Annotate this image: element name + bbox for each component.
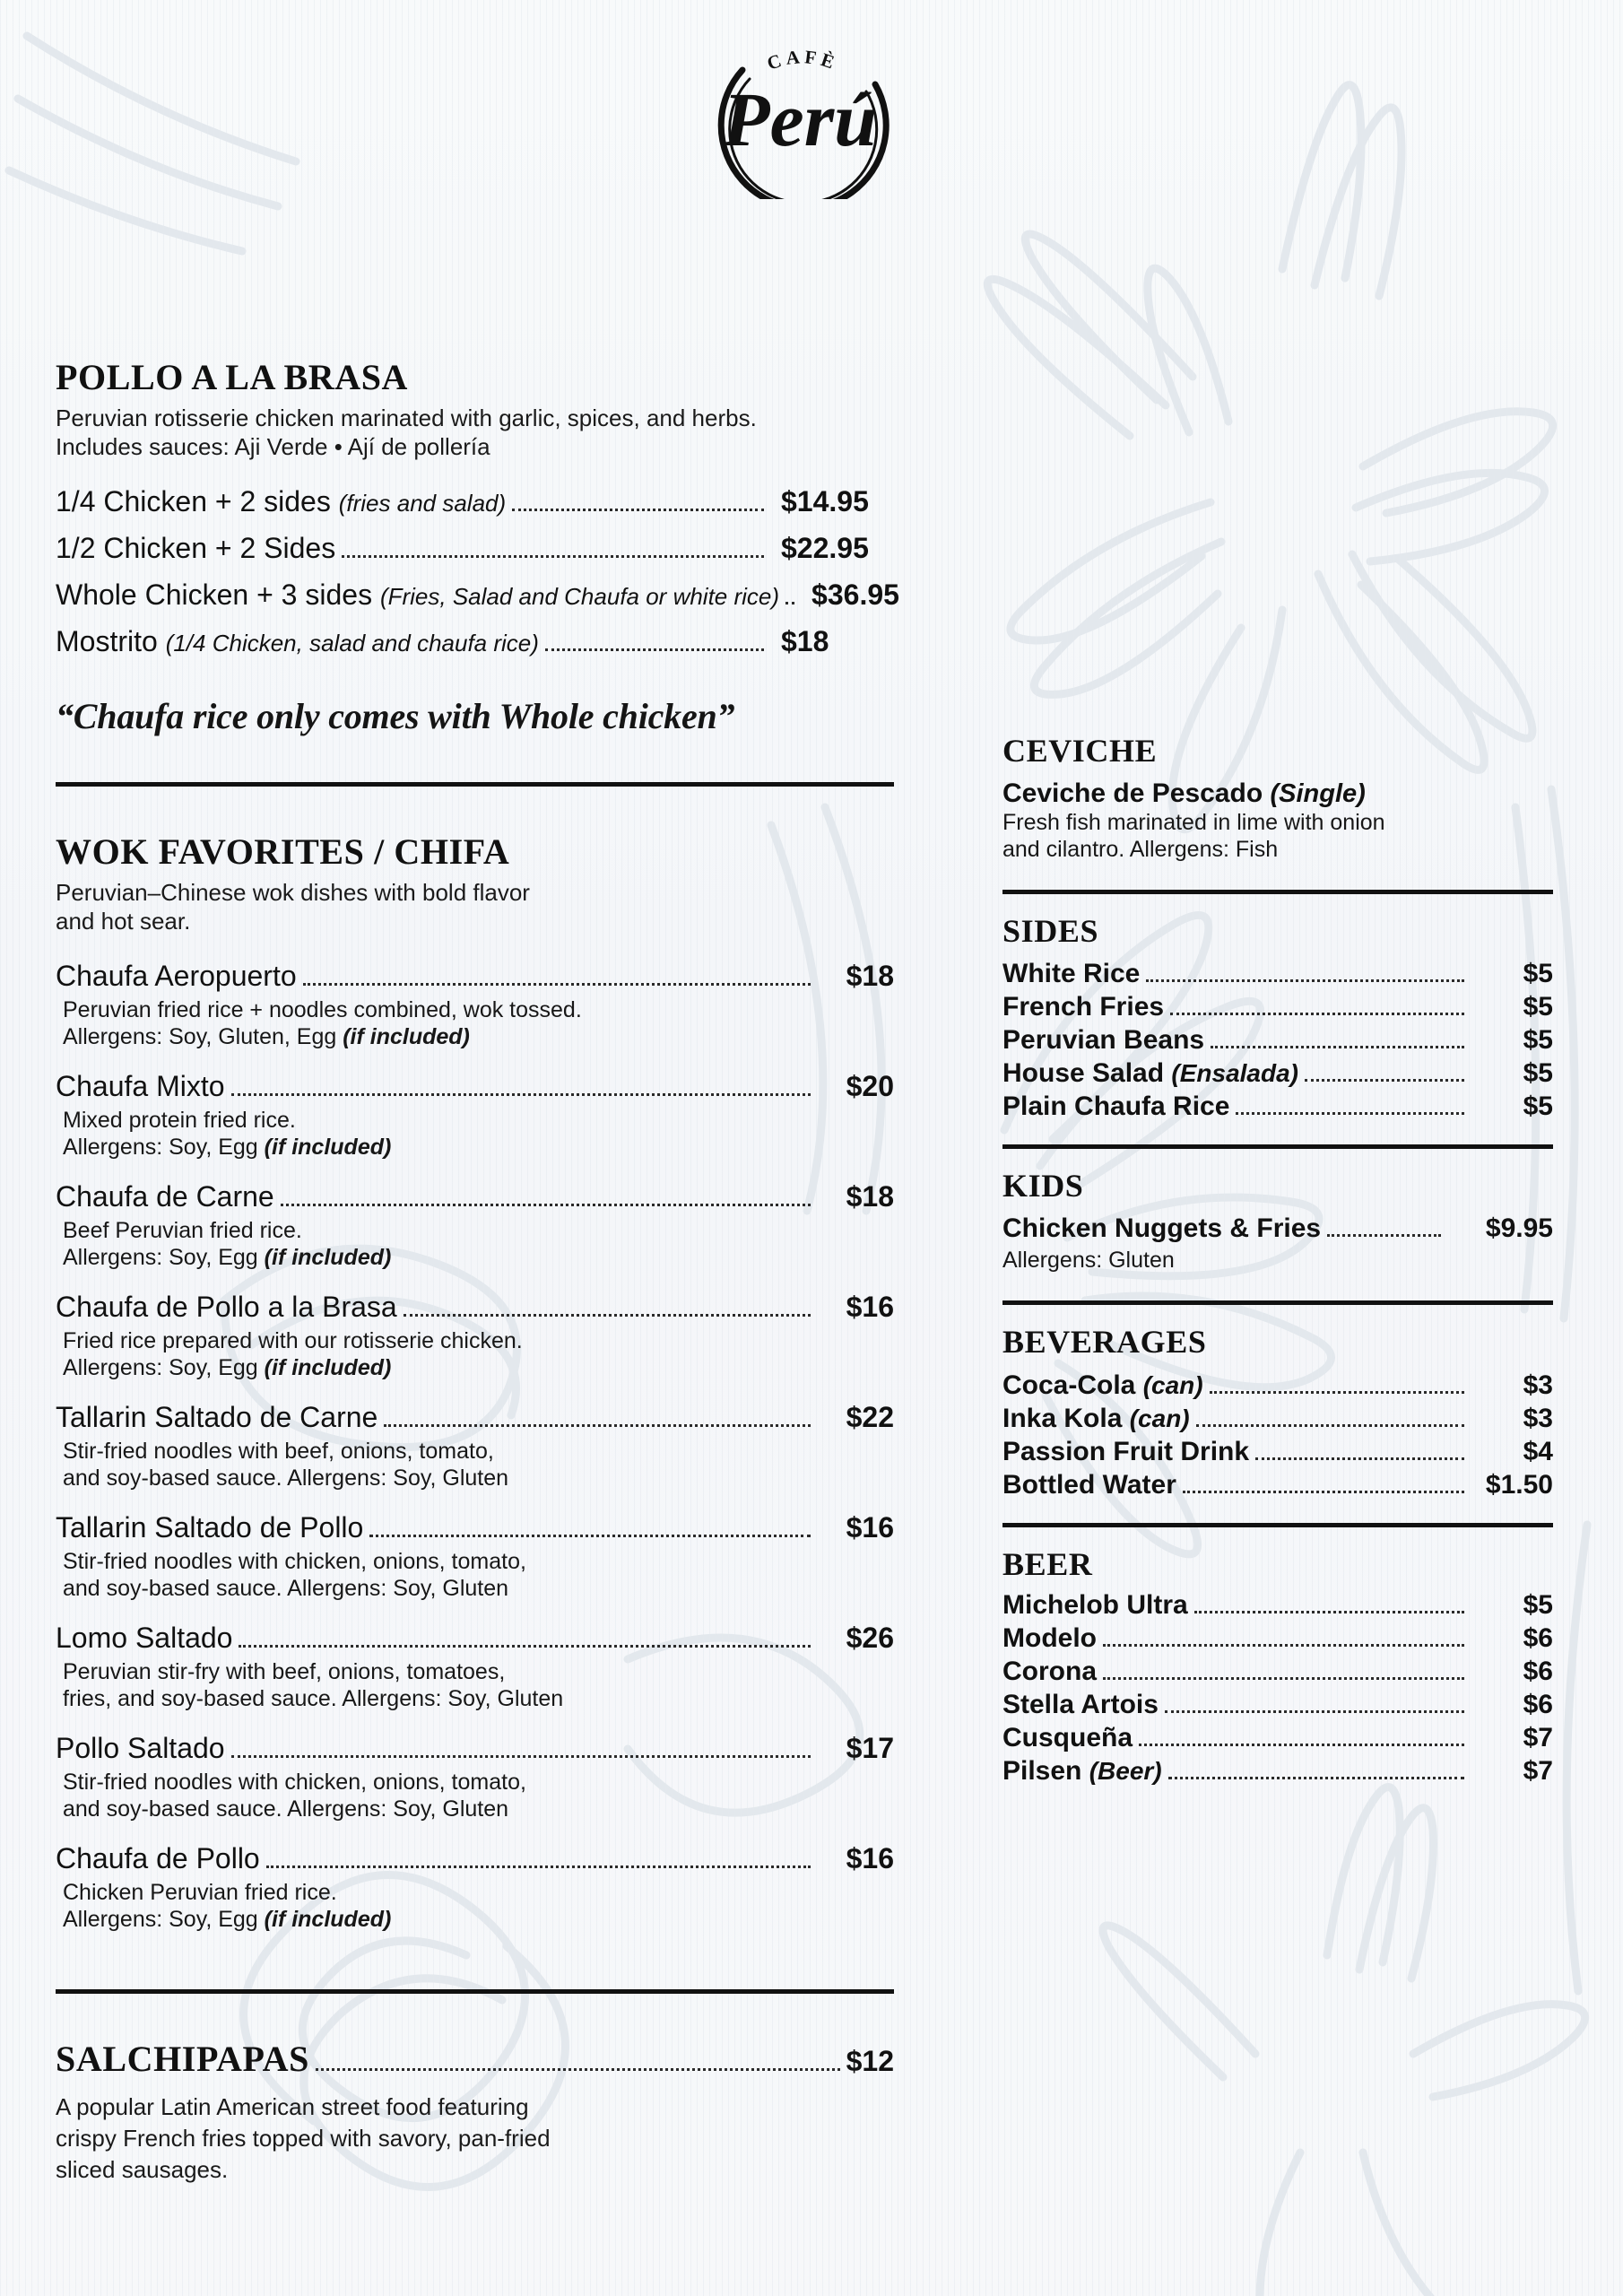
menu-item-name: White Rice [1002, 959, 1141, 989]
section-sides [1002, 914, 1553, 1123]
leader-dots [369, 1535, 811, 1537]
ceviche-item-description: Fresh fish marinated in lime with onion and cilantro. Allergens: Fish [1002, 810, 1385, 863]
menu-item-name: Passion Fruit Drink [1002, 1436, 1250, 1466]
leader-dots [1305, 1079, 1464, 1082]
leader-dots [1210, 1391, 1464, 1394]
menu-item-name: Modelo [1002, 1622, 1097, 1653]
menu-item-name: Bottled Water [1002, 1469, 1176, 1500]
menu-item-row[interactable] [1002, 1623, 1553, 1655]
menu-item-name: Michelob Ultra [1002, 1589, 1188, 1620]
pollo-item-list [56, 484, 899, 660]
menu-item-price: $6 [1523, 1689, 1553, 1719]
leader-dots [316, 2068, 840, 2071]
menu-item-name: Inka Kola (can) [1002, 1403, 1190, 1433]
menu-item-description: Beef Peruvian fried rice. Allergens: Soy, Egg (if included) [63, 1217, 392, 1270]
leader-dots [545, 648, 764, 651]
section-beverages [1002, 1325, 1553, 1500]
menu-item-name: Lomo Saltado [56, 1621, 233, 1654]
menu-item-description: Chicken Peruvian fried rice. Allergens: Soy, Egg (if included) [63, 1879, 392, 1932]
salchipapas-title: SALCHIPAPAS [56, 2038, 309, 2079]
menu-item-name: 1/4 Chicken + 2 sides (fries and salad) [56, 484, 507, 517]
menu-item-name: Whole Chicken + 3 sides (Fries, Salad and Chaufa or white rice) [56, 578, 780, 611]
menu-item[interactable] [56, 1291, 894, 1381]
menu-item-price: $18 [846, 959, 894, 992]
pollo-subtitle-line-1: Peruvian rotisserie chicken marinated with garlic, spices, and herbs. [56, 404, 757, 432]
section-kids [1002, 1169, 1553, 1274]
menu-item-price: $5 [1523, 992, 1553, 1022]
pollo-section-subtitle [56, 404, 894, 461]
leader-dots [1236, 1112, 1464, 1115]
leader-dots [404, 1314, 811, 1317]
menu-item-name: Tallarin Saltado de Carne [56, 1400, 378, 1433]
menu-item-description: Stir-fried noodles with beef, onions, tomato, and soy-based sauce. Allergens: Soy, Gluten [63, 1438, 509, 1491]
menu-item-row[interactable] [1002, 1657, 1553, 1688]
menu-item-name: Stella Artois [1002, 1689, 1159, 1719]
menu-item-price: $26 [846, 1621, 894, 1654]
wok-subtitle-line-1: Peruvian–Chinese wok dishes with bold flavor [56, 879, 530, 907]
menu-item-row[interactable] [56, 485, 894, 520]
menu-item-price: $7 [1523, 1722, 1553, 1752]
menu-item-row[interactable] [1002, 1025, 1553, 1057]
menu-item-description: Peruvian stir-fry with beef, onions, tomatoes, fries, and soy-based sauce. Allergens: Soy, Gluten [63, 1658, 564, 1711]
menu-item-description: Fried rice prepared with our rotisserie chicken. Allergens: Soy, Egg (if included) [63, 1327, 523, 1380]
menu-item-name: French Fries [1002, 992, 1165, 1022]
leader-dots [1211, 1046, 1464, 1048]
menu-item[interactable] [56, 1180, 894, 1271]
leader-dots [1139, 1744, 1464, 1746]
section-wok-favorites [56, 833, 894, 1933]
leader-dots [1103, 1644, 1464, 1647]
leader-dots [1146, 979, 1464, 982]
section-salchipapas [56, 2040, 894, 2186]
svg-text:CAFÈ [764, 46, 840, 74]
menu-item-name: Corona [1002, 1656, 1097, 1686]
menu-item-name: Chaufa de Pollo a la Brasa [56, 1290, 397, 1323]
menu-item-name: Plain Chaufa Rice [1002, 1091, 1230, 1122]
menu-item-row[interactable] [1002, 1756, 1553, 1787]
menu-item-price: $22.95 [781, 531, 869, 564]
beer-section-title: BEER [1002, 1545, 1093, 1582]
leader-dots [512, 509, 764, 511]
menu-item-row[interactable] [1002, 1437, 1553, 1468]
menu-item-name: Pilsen (Beer) [1002, 1755, 1162, 1786]
ceviche-section-title: CEVICHE [1002, 733, 1158, 769]
menu-item[interactable] [56, 1070, 894, 1161]
menu-item-price: $5 [1523, 959, 1553, 989]
menu-item-name: Chaufa de Pollo [56, 1841, 260, 1874]
sides-section-title: SIDES [1002, 913, 1099, 950]
leader-dots [785, 602, 794, 604]
section-pollo-a-la-brasa [56, 357, 899, 737]
leader-dots [1168, 1777, 1464, 1779]
menu-item-row[interactable] [1002, 1058, 1553, 1090]
menu-item-name: Cusqueña [1002, 1722, 1133, 1752]
menu-item-price: $7 [1523, 1755, 1553, 1786]
leader-dots [231, 1093, 811, 1096]
chaufa-rice-note: “Chaufa rice only comes with Whole chicken” [56, 695, 735, 736]
menu-item-price: $5 [1523, 1025, 1553, 1056]
salchipapas-price: $12 [846, 2044, 894, 2077]
kids-section-title: KIDS [1002, 1168, 1084, 1205]
menu-item-row[interactable] [1002, 1690, 1553, 1721]
cafe-peru-logo [690, 20, 915, 199]
menu-item-name: 1/2 Chicken + 2 Sides [56, 531, 336, 564]
left-column [56, 357, 899, 2186]
leader-dots [1103, 1677, 1464, 1680]
menu-item-description: Stir-fried noodles with chicken, onions, tomato, and soy-based sauce. Allergens: Soy, Gluten [63, 1769, 526, 1822]
menu-item-price: $6 [1523, 1622, 1553, 1653]
menu-item-price: $5 [1523, 1058, 1553, 1089]
leader-dots [342, 555, 764, 558]
menu-item-price: $18 [781, 624, 829, 657]
menu-item-row[interactable] [1002, 992, 1553, 1023]
menu-item-name: House Salad (Ensalada) [1002, 1058, 1299, 1089]
menu-item[interactable] [56, 960, 894, 1050]
menu-item-row[interactable] [1002, 1213, 1553, 1245]
menu-item-name: Chaufa Mixto [56, 1069, 225, 1102]
menu-item-price: $14.95 [781, 484, 869, 517]
menu-item-price: $6 [1523, 1656, 1553, 1686]
menu-item-price: $36.95 [812, 578, 899, 611]
menu-item-row[interactable] [56, 578, 899, 613]
section-ceviche [1002, 734, 1553, 863]
menu-item-row[interactable] [1002, 959, 1553, 990]
menu-item-price: $17 [846, 1731, 894, 1764]
menu-item[interactable] [56, 1842, 894, 1933]
menu-item-name: Coca-Cola (can) [1002, 1370, 1203, 1400]
leader-dots [281, 1204, 811, 1206]
kids-allergens: Allergens: Gluten [1002, 1248, 1175, 1274]
logo-peru-text: Perú [723, 76, 877, 162]
leader-dots [303, 983, 811, 986]
menu-item[interactable] [56, 1732, 894, 1822]
logo-cafe-text: CAFÈ [764, 46, 841, 74]
leader-dots [1196, 1424, 1464, 1427]
leader-dots [1183, 1491, 1464, 1493]
menu-item-row[interactable] [1002, 1590, 1553, 1622]
leader-dots [266, 1866, 811, 1868]
menu-item-row[interactable] [1002, 1091, 1553, 1123]
menu-item-name: Peruvian Beans [1002, 1025, 1205, 1056]
menu-item[interactable] [56, 1401, 894, 1492]
pollo-subtitle-line-2: Includes sauces: Aji Verde • Ají de pollería [56, 433, 490, 461]
section-beer [1002, 1547, 1553, 1787]
menu-item-row[interactable] [56, 625, 894, 660]
menu-item-row[interactable] [1002, 1370, 1553, 1402]
menu-item-name: Tallarin Saltado de Pollo [56, 1510, 364, 1544]
leader-dots [239, 1645, 811, 1648]
leader-dots [1327, 1234, 1441, 1237]
pollo-section-title: POLLO A LA BRASA [56, 357, 409, 397]
wok-section-subtitle [56, 879, 894, 935]
menu-item-description: Peruvian fried rice + noodles combined, wok tossed. Allergens: Soy, Gluten, Egg (if included) [63, 996, 582, 1049]
menu-item-name: Chaufa de Carne [56, 1179, 274, 1213]
menu-item-row[interactable] [1002, 1470, 1553, 1501]
wok-section-title: WOK FAVORITES / CHIFA [56, 831, 510, 872]
menu-item-price: $20 [846, 1069, 894, 1102]
leader-dots [231, 1755, 811, 1758]
leader-dots [1170, 1013, 1464, 1015]
menu-item-price: $3 [1523, 1370, 1553, 1400]
menu-item-price: $16 [846, 1290, 894, 1323]
menu-item-row[interactable] [56, 532, 894, 567]
menu-item-description: Mixed protein fried rice. Allergens: Soy, Egg (if included) [63, 1107, 392, 1160]
ceviche-item-name[interactable]: Ceviche de Pescado (Single) [1002, 778, 1366, 809]
menu-item-price: $9.95 [1485, 1213, 1553, 1244]
menu-item[interactable] [56, 1511, 894, 1602]
menu-item-name: Chicken Nuggets & Fries [1002, 1213, 1322, 1244]
menu-item[interactable] [56, 1622, 894, 1712]
menu-item-row[interactable] [1002, 1723, 1553, 1754]
menu-item-price: $5 [1523, 1091, 1553, 1122]
menu-item-price: $3 [1523, 1403, 1553, 1433]
beverages-section-title: BEVERAGES [1002, 1324, 1207, 1361]
leader-dots [384, 1424, 811, 1427]
menu-item-price: $16 [846, 1510, 894, 1544]
menu-item-price: $1.50 [1485, 1469, 1553, 1500]
menu-item-description: Stir-fried noodles with chicken, onions, tomato, and soy-based sauce. Allergens: Soy, Gluten [63, 1548, 526, 1601]
menu-item-price: $16 [846, 1841, 894, 1874]
menu-item-price: $4 [1523, 1436, 1553, 1466]
menu-item-name: Chaufa Aeropuerto [56, 959, 297, 992]
menu-item-name: Pollo Saltado [56, 1731, 225, 1764]
menu-item-name: Mostrito (1/4 Chicken, salad and chaufa rice) [56, 624, 539, 657]
menu-item-price: $22 [846, 1400, 894, 1433]
salchipapas-description: A popular Latin American street food featuring crispy French fries topped with savory, pan-fried sliced sausages. [56, 2092, 551, 2183]
menu-item-price: $5 [1523, 1589, 1553, 1620]
leader-dots [1255, 1457, 1464, 1460]
leader-dots [1194, 1611, 1464, 1613]
menu-item-row[interactable] [1002, 1404, 1553, 1435]
menu-item-price: $18 [846, 1179, 894, 1213]
salchipapas-row[interactable] [56, 2040, 894, 2079]
wok-subtitle-line-2: and hot sear. [56, 907, 191, 935]
right-column [1002, 734, 1553, 1789]
leader-dots [1165, 1710, 1464, 1713]
